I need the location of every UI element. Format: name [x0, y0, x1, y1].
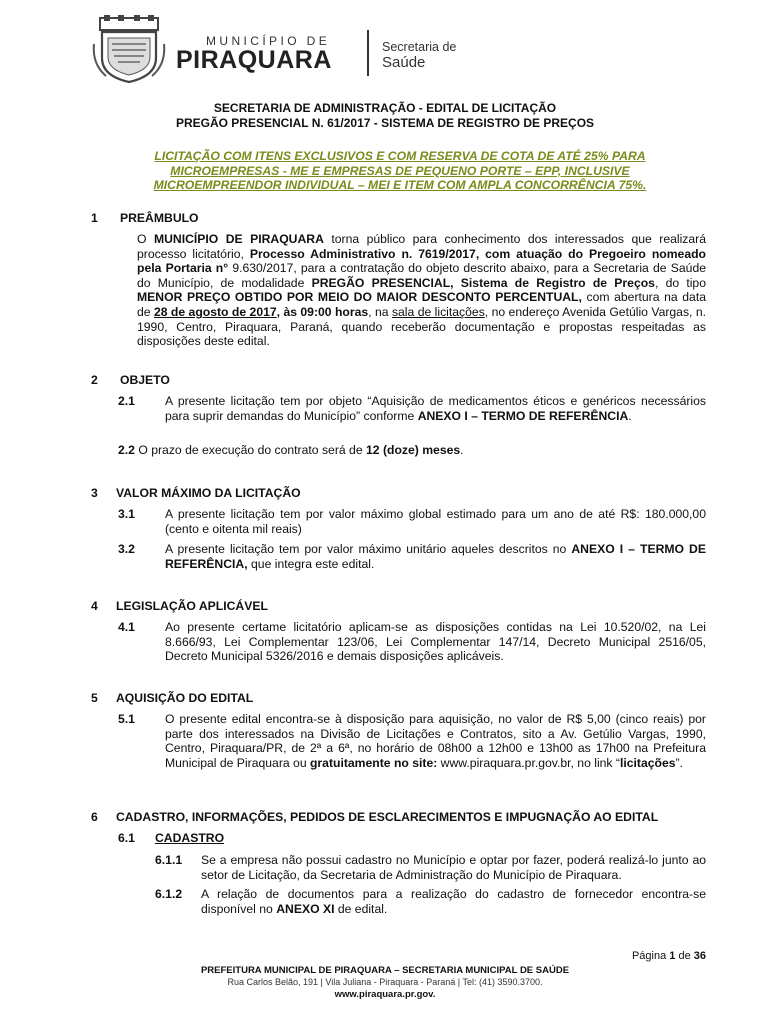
section-3-number: 3: [91, 486, 98, 500]
section-1-number: 1: [91, 211, 98, 225]
municipality-crest-icon: [92, 14, 166, 84]
document-title-line2: PREGÃO PRESENCIAL N. 61/2017 - SISTEMA DE REGISTRO DE PREÇOS: [175, 116, 595, 130]
item-3-1-number: 3.1: [118, 507, 135, 521]
section-6-number: 6: [91, 810, 98, 824]
subsection-6-1-title: CADASTRO: [155, 831, 225, 845]
logo-big-text: PIRAQUARA: [176, 46, 332, 74]
item-5-1-number: 5.1: [118, 712, 135, 726]
highlight-line1: LICITAÇÃO COM ITENS EXCLUSIVOS E COM RESERVA DE COTA DE ATÉ 25% PARA: [154, 149, 646, 163]
section-1-title: PREÂMBULO: [120, 211, 199, 225]
item-2-1-number: 2.1: [118, 394, 135, 408]
item-6-1-1-text: Se a empresa não possui cadastro no Município e optar por fazer, poderá realizá-lo junto ao setor de Licitação, da Secretaria de Administração do Município de Piraquara.: [201, 853, 706, 882]
subsection-6-1-number: 6.1: [118, 831, 135, 845]
highlight-line3: MICROEMPREENDOR INDIVIDUAL – MEI E ITEM COM AMPLA CONCORRÊNCIA 75%.: [153, 178, 647, 193]
item-2-2-text: 2.2 O prazo de execução do contrato será de 12 (doze) meses.: [118, 443, 464, 457]
item-6-1-2-text: A relação de documentos para a realização do cadastro de fornecedor encontra-se disponível no ANEXO XI de edital.: [201, 887, 706, 916]
item-6-1-1-number: 6.1.1: [155, 853, 183, 867]
item-4-1-number: 4.1: [118, 620, 135, 634]
document-title-line1: SECRETARIA DE ADMINISTRAÇÃO - EDITAL DE LICITAÇÃO: [213, 101, 557, 115]
secretaria-line2: Saúde: [382, 54, 426, 71]
item-3-2-text: A presente licitação tem por valor máximo unitário aqueles descritos no ANEXO I – TERMO DE REFERÊNCIA, que integra este edital.: [165, 542, 706, 571]
section-3-title: VALOR MÁXIMO DA LICITAÇÃO: [116, 486, 301, 500]
footer-line3: www.piraquara.pr.gov.: [334, 989, 436, 1000]
section-2-title: OBJETO: [120, 373, 170, 387]
secretaria-line1: Secretaria de: [382, 40, 457, 54]
section-2-number: 2: [91, 373, 98, 387]
item-6-1-2-number: 6.1.2: [155, 887, 183, 901]
header-divider: [367, 30, 369, 76]
section-4-title: LEGISLAÇÃO APLICÁVEL: [116, 599, 268, 613]
footer-line2: Rua Carlos Belão, 191 | Vila Juliana - Piraquara - Paraná | Tel: (41) 3590.3700.: [227, 977, 543, 987]
section-1-paragraph: O MUNICÍPIO DE PIRAQUARA torna público para conhecimento dos interessados que realizará processo licitatório, Processo Administrativo n. 7619/2017, com atuação do Pregoeiro nomeado pela Portaria n° 9.630/2017, para a contratação do objeto descrito abaixo, para a Secretaria de Saúde do Município, de modalidade PREGÃO PRESENCIAL, Sistema de Registro de Preços, do tipo MENOR PREÇO OBTIDO POR MEIO DO MAIOR DESCONTO PERCENTUAL, com abertura na data de 28 de agosto de 2017, às 09:00 horas, na sala de licitações, no endereço Avenida Getúlio Vargas, n. 1990, Centro, Piraquara, Paraná, quando receberão documentação e propostas respeitadas as disposições deste edital.: [137, 232, 707, 349]
item-4-1-text: Ao presente certame licitatório aplicam-se as disposições contidas na Lei 10.520/02, na Lei 8.666/93, Lei Complementar 123/06, Lei Complementar 147/14, Decreto Municipal 2516/05, Decreto Municipal 5326/2016 e demais disposições aplicáveis.: [165, 620, 706, 664]
page-indicator: Página 1 de 36: [631, 950, 706, 962]
logo-small-text: MUNICÍPIO DE: [206, 34, 331, 48]
section-4-number: 4: [91, 599, 98, 613]
item-2-1-text: A presente licitação tem por objeto “Aquisição de medicamentos éticos e genéricos necessários para suprir demandas do Município” conforme ANEXO I – TERMO DE REFERÊNCIA.: [165, 394, 706, 423]
item-3-2-number: 3.2: [118, 542, 135, 556]
section-6-title: CADASTRO, INFORMAÇÕES, PEDIDOS DE ESCLARECIMENTOS E IMPUGNAÇÃO AO EDITAL: [116, 810, 659, 824]
highlight-line2: MICROEMPRESAS - ME E EMPRESAS DE PEQUENO PORTE – EPP, INCLUSIVE: [170, 163, 630, 178]
item-3-1-text: A presente licitação tem por valor máximo global estimado para um ano de até R$: 180.000,00 (cento e oitenta mil reais): [165, 507, 706, 536]
footer-line1: PREFEITURA MUNICIPAL DE PIRAQUARA – SECRETARIA MUNICIPAL DE SAÚDE: [200, 965, 570, 976]
item-5-1-text: O presente edital encontra-se à disposição para aquisição, no valor de R$ 5,00 (cinco reais) por parte dos interessados na Divisão de Licitações e Contratos, sito a Av. Getúlio Vargas, 1990, Centro, Piraquara/PR, de 2ª a 6ª, no horário de 08h00 a 12h00 e 13h00 as 17h00 na Prefeitura Municipal de Piraquara ou gratuitamente no site: www.piraquara.pr.gov.br, no link “licitações”.: [165, 712, 706, 770]
section-5-title: AQUISIÇÃO DO EDITAL: [116, 691, 254, 705]
section-5-number: 5: [91, 691, 98, 705]
